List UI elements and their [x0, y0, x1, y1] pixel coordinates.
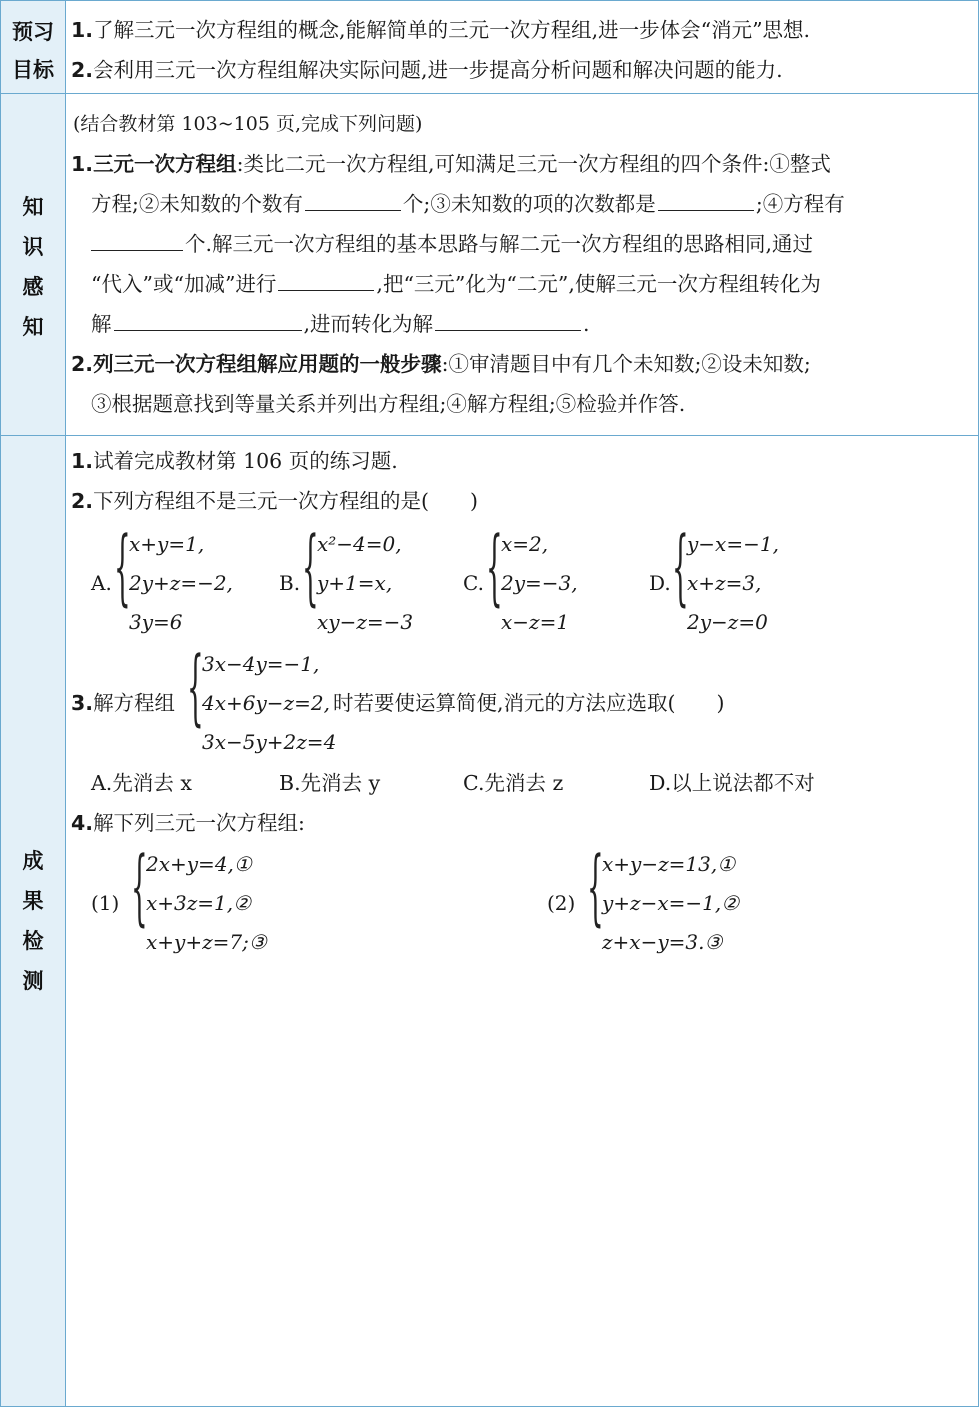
equation: x+3z=1,②: [146, 891, 252, 915]
option-label: B.: [279, 571, 301, 595]
question-4: 4.解下列三元一次方程组:: [71, 811, 305, 835]
section-label-knowledge: 知 识 感 知: [22, 195, 44, 339]
question-3-prefix: 3.解方程组: [71, 691, 176, 715]
equation: x=2,: [501, 532, 549, 556]
brace: {: [302, 520, 319, 615]
brace: {: [131, 840, 148, 935]
brace: {: [486, 520, 503, 615]
equation: xy−z=−3: [317, 610, 414, 634]
equation: y+1=x,: [317, 571, 393, 595]
option-label: D.: [649, 571, 671, 595]
equation: x+y−z=13,①: [602, 852, 736, 876]
goal-2: 2.会利用三元一次方程组解决实际问题,进一步提高分析问题和解决问题的能力.: [71, 58, 783, 82]
knowledge-2-line1: 2.列三元一次方程组解应用题的一般步骤:①审清题目中有几个未知数;②设未知数;: [71, 352, 811, 376]
question-1: 1.试着完成教材第 106 页的练习题.: [71, 449, 398, 473]
answer-blank[interactable]: [305, 190, 401, 211]
section-label-results: 成 果 检 测: [22, 849, 44, 993]
system-1-label: (1): [91, 891, 120, 915]
answer-blank[interactable]: [658, 190, 754, 211]
equation: 3x−5y+2z=4: [202, 730, 337, 754]
equation: 2y=−3,: [501, 571, 578, 595]
equation: 2y−z=0: [687, 610, 768, 634]
knowledge-1-line2: 方程;②未知数的个数有 个;③未知数的项的次数都是 ;④方程有: [91, 192, 845, 216]
system-2-label: (2): [547, 891, 576, 915]
knowledge-1-line1: 1.三元一次方程组:类比二元一次方程组,可知满足三元一次方程组的四个条件:①整式: [71, 152, 831, 176]
q3-option-a[interactable]: A.先消去 x: [91, 771, 192, 795]
q3-option-c[interactable]: C.先消去 z: [463, 771, 564, 795]
equation: 4x+6y−z=2,: [202, 691, 330, 715]
knowledge-1-line5: 解 ,进而转化为解 .: [91, 312, 590, 336]
equation: y−x=−1,: [687, 532, 779, 556]
answer-blank[interactable]: [114, 310, 302, 331]
knowledge-2-line2: ③根据题意找到等量关系并列出方程组;④解方程组;⑤检验并作答.: [91, 392, 686, 416]
answer-blank[interactable]: [91, 230, 183, 251]
brace: {: [187, 640, 204, 735]
answer-blank[interactable]: [435, 310, 581, 331]
knowledge-1-line3: 个.解三元一次方程组的基本思路与解二元一次方程组的思路相同,通过: [91, 230, 813, 258]
option-label: A.: [91, 571, 112, 595]
equation: x+y+z=7;③: [146, 930, 267, 954]
q3-option-b[interactable]: B.先消去 y: [279, 771, 381, 795]
divider: [1, 93, 978, 94]
equation: 3y=6: [129, 610, 183, 634]
divider: [1, 435, 978, 436]
knowledge-intro: (结合教材第 103~105 页,完成下列问题): [73, 113, 423, 135]
goal-1: 1.了解三元一次方程组的概念,能解简单的三元一次方程组,进一步体会“消元”思想.: [71, 18, 811, 42]
answer-blank[interactable]: [278, 270, 374, 291]
section-label-preview: 预习 目标: [12, 20, 54, 82]
q3-option-d[interactable]: D.以上说法都不对: [649, 771, 815, 795]
equation: z+x−y=3.③: [602, 930, 723, 954]
equation: x+z=3,: [687, 571, 762, 595]
equation: 2y+z=−2,: [129, 571, 233, 595]
equation: 2x+y=4,①: [146, 852, 252, 876]
question-2: 2.下列方程组不是三元一次方程组的是( ): [71, 489, 479, 513]
brace: {: [672, 520, 689, 615]
equation: 3x−4y=−1,: [202, 652, 320, 676]
equation: x−z=1: [501, 610, 570, 634]
option-label: C.: [463, 571, 484, 595]
brace: {: [587, 840, 604, 935]
equation: x+y=1,: [129, 532, 205, 556]
equation: x²−4=0,: [317, 532, 402, 556]
equation: y+z−x=−1,②: [602, 891, 740, 915]
brace: {: [114, 520, 131, 615]
question-3-suffix: 时若要使运算简便,消元的方法应选取( ): [333, 691, 725, 715]
knowledge-1-line4: “代入”或“加减”进行 ,把“三元”化为“二元”,使解三元一次方程组转化为: [91, 272, 821, 296]
